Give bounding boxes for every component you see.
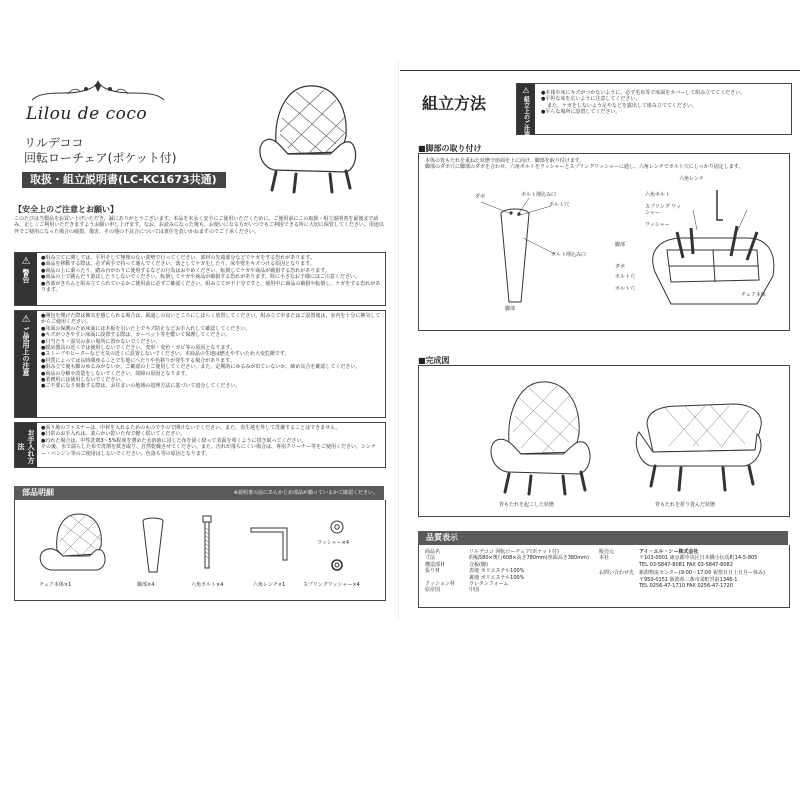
label-bolt-hole-2: ボルト穴 [615, 274, 636, 280]
part-label: ワッシャー×4 [317, 540, 350, 546]
chair-folded-diagram [629, 386, 769, 494]
caution-item: ●組み立て後も脚のゆるみがないか、ご確認の上ご使用してください。また、定期的にゆるみが出ていないか、締め具合を確認してください。 [41, 364, 361, 371]
caution-icon: ⚠ [21, 314, 31, 325]
page-fold-divider [398, 60, 399, 620]
chair-illustration [246, 74, 366, 194]
label-bolt-hole: ボルト穴 [549, 202, 570, 208]
spec-key: 商品名 [425, 549, 441, 555]
caution-item: ●キズがつきやすい床面に設置する際は、カーペット等を敷いて保護してください。 [41, 332, 231, 339]
hq-row [599, 555, 785, 561]
caution-item: ●日当たり・湿気の多い場所に置かないでください。 [41, 338, 161, 345]
label-spring-washer: スプリング ワッシャー [645, 204, 682, 217]
spec-row [425, 587, 593, 593]
quality-header [418, 531, 788, 545]
assembly-warning-icon: ⚠ [522, 86, 530, 95]
part-hex-wrench-icon [247, 524, 295, 564]
part-spring-washer-icon [327, 558, 347, 572]
hq-tel: TEL 03-5847-8081 FAX 03-5847-8082 [639, 561, 733, 568]
care-item: ●汚れた場合は、中性洗剤3〜5%程度を薄めた水溶液に浸した布を固く絞って表面を叩くように拭き取ってください。 [41, 437, 307, 444]
assembly-notes-list [541, 90, 787, 116]
care-item: ●張り地のファスナーは、中材を入れるためのものですので開けないでください。また、表生地を外して洗濯することはできません。 [41, 425, 341, 431]
step1-line: 本体の背もたれを重ねた状態で座面を上に向け、脚部を取り付けます。 [425, 158, 585, 164]
finished-panel [418, 365, 790, 517]
step1-title: ■脚部の取り付け [418, 144, 482, 153]
ornament-icon [28, 80, 168, 102]
part-label: スプリングワッシャー×4 [303, 582, 360, 588]
left-page [0, 60, 396, 620]
label-leg: 脚部 [505, 306, 516, 312]
quality-spec-list [425, 549, 593, 594]
care-tag [15, 423, 37, 467]
part-label: 脚部×4 [137, 582, 155, 588]
spec-key: 原産国 [425, 587, 441, 594]
part-label: 六角ボルト×4 [191, 582, 224, 588]
label-leg-2: 脚部 [615, 242, 626, 248]
assembly-notes-tag [517, 84, 535, 138]
warning-box [14, 252, 386, 306]
spec-key: 構造部材 [425, 561, 446, 568]
spec-key: クッション材 [425, 581, 455, 588]
parts-panel [14, 500, 386, 601]
caution-item: ●開包を開けた際は換気を感じられる場合は、風通しの良いところにしばらく放置してください。組み立て中またはご設置後は、室内を十分に換気してからご使用ください。 [41, 313, 381, 326]
care-item: ●日常のお手入れは、柔らかい乾いた布で軽く拭いてください。 [41, 431, 186, 438]
warning-item: ●組み立てに関しては、平坦そして無理のない姿勢で行ってください。部材の先端部分などでケガをする恐れがあります。 [41, 255, 315, 261]
seller-info [599, 549, 785, 589]
brand-logo: Lilou de coco [26, 104, 148, 124]
contact-key: お問い合わせ先 [599, 570, 635, 577]
assembly-note: ●平坦な床を広いように注意してください。 [541, 96, 641, 103]
caution-tag [15, 311, 37, 417]
warning-icon: ⚠ [21, 256, 31, 267]
caution-item: ●ストーブやヒーターなど火気の近くに設置しないでください。本商品の生地は燃えやすいため大変危険です。 [41, 351, 290, 358]
part-label: 六角レンチ×1 [253, 582, 286, 588]
warning-tag [15, 253, 37, 305]
chair-upright-diagram [479, 374, 599, 496]
label-wrench: 六角レンチ [679, 176, 704, 182]
parts-note: ※説明書の前にあらかじめ部品が揃っているかご確認ください。 [233, 490, 378, 496]
part-label: チェア本体×1 [39, 582, 72, 588]
warning-item: ●商品の上に乗ったり、踏み台がわりに使用するなどの行為はおやめください。転倒してケガや商品が破損する恐れがあります。 [41, 267, 330, 274]
spec-value: 裏地 ポリエステル100% [469, 574, 525, 581]
care-list [41, 425, 381, 457]
part-leg-icon [141, 516, 165, 576]
quality-panel [418, 545, 790, 608]
hq-value: 〒103-0001 東京都中央区日本橋小伝馬町14-5-805 [639, 555, 758, 562]
step1-panel [418, 153, 790, 331]
step1-text [425, 158, 781, 171]
caution-item: ●暖房器具の近くでは使用しないでください。変形・変色・カビ等の原因となります。 [41, 345, 235, 352]
caution-box [14, 310, 386, 418]
step1-line: 脚部のダボ穴に脚部のダボを合わせ、六角ボルトをワッシャーとスプリングワッシャーに通し、六角レンチでボルト穴にしっかり固定します。 [425, 164, 744, 171]
warning-list [41, 255, 381, 293]
part-washer-icon [327, 520, 347, 534]
caution-list [41, 313, 381, 390]
contact-tel: TEL 0256-47-1710 FAX 0256-47-1720 [639, 583, 733, 590]
contact-row [599, 570, 785, 576]
care-label: お手入れ方法 [17, 429, 35, 464]
warning-item: ●商品を移動する際は、必ず両手で持って運んでください。落としてケガをしたり、床や壁をキズつける原因となります。 [41, 261, 315, 268]
brand-name: リルデココ [24, 136, 84, 150]
caution-item: ●床面の保護のため床面には木板を引いた上でキズ防止などお手入れして確認してください。 [41, 325, 251, 332]
assembly-note: ●本体や床にキズがつかないように、必ず毛布等で床面をカバーして組み立ててください。 [541, 90, 746, 96]
manual-title: 取扱・組立説明書 [30, 173, 118, 186]
seller-key: 販売元 [599, 549, 615, 555]
caution-item: ●ご不要になり廃棄する際は、お住まいの地域の処理方法に基づいて処分してください。 [41, 383, 241, 390]
spec-key: 寸法 [425, 555, 436, 562]
part-hex-bolt-icon [201, 516, 213, 570]
contact-value: 新潟物流センター(9:00〜17:00 祝祭日日土日月ー休み) [639, 570, 765, 577]
assembly-title: 組立方法 [422, 94, 487, 113]
parts-header [14, 486, 384, 500]
parts-title: 部品明細 [22, 488, 54, 497]
label-bolt-embed: ボルト埋込み口 [521, 192, 557, 198]
label-hex-bolt: 六角ボルト [645, 192, 671, 198]
label-washer: ワッシャー [645, 222, 670, 228]
assembly-note: ●平らな場所に設置してください。 [541, 109, 621, 116]
label-dabo-2: ダボ [615, 264, 626, 270]
finished-title: ■完成図 [418, 356, 450, 365]
part-chair-body-icon [33, 510, 109, 574]
warning-item: ●商品の上で跳んだり遊ばしたりしないでください。転倒してケガや商品が破損する恐れがあります。特に小さなお子様にはご注意ください。 [41, 274, 360, 281]
label-chair-body: チェア本体 [741, 292, 766, 298]
hq-key: 本社 [599, 555, 610, 562]
assembly-notes-label: 組立上のご注意 [522, 96, 530, 138]
spec-key: 張り材 [425, 568, 441, 575]
spec-value: 合板(脚) [469, 561, 488, 568]
label-dabo: ダボ [475, 194, 486, 200]
assembly-notes-box [516, 83, 792, 138]
safety-heading: 【安全上のご注意とお願い】 [14, 205, 118, 214]
contact-address: 〒950-0151 新潟県三条市栄町宮前1346-1 [639, 576, 738, 583]
warning-label: 警告 [22, 269, 30, 283]
product-name: 回転ローチェア(ポケット付) [24, 151, 177, 165]
warning-item: ●各部がきちんと組み立てられているかご使用前に必ずご確認ください。組み立てが不十分ですと、使用中に商品の破損や転倒し、ケガをする恐れがあります。 [41, 280, 381, 294]
spec-value: ウレタンフォーム [469, 581, 509, 588]
label-bolt-embed-2: ボルト埋込み口 [551, 252, 587, 258]
care-item: その後、水で濡らした布で洗剤を拭き取り、自然乾燥させてください。また、汚れが落ちにくい場合は、専用クリーナー等をご使用ください。シンナー・ベンジン等のご使用はしないでください。色落ち等の原因となります。 [41, 444, 376, 457]
quality-title: 品質表示 [426, 533, 458, 542]
right-page [400, 70, 800, 611]
caution-label: ご使用上の注意 [22, 327, 30, 376]
spec-value: 中国 [469, 587, 480, 594]
care-box [14, 422, 386, 468]
seller-value: アイ・エル・シー株式会社 [639, 549, 699, 555]
manual-model: (LC-KC1673共通) [118, 173, 217, 186]
caution-item: ●商品の分解や改造をしないでください。故障の原因となります。 [41, 370, 190, 377]
caution-item: ●材質によっては長時間座ることで生地にへたりや色移りが発生する場合があります。 [41, 357, 235, 364]
caution-item: ●業務用には使用しないでください。 [41, 377, 126, 384]
caption-folded: 背もたれを折り畳んだ状態 [655, 502, 716, 508]
assembly-note: また、ケガをしないよう足やなどを露出して組み立ててください。 [547, 102, 697, 109]
label-bolt-hole-3: ボルト穴 [615, 286, 636, 292]
manual-title-bar [22, 172, 226, 188]
spec-value: 表地 ポリエステル100% [469, 568, 525, 575]
spec-value: リルデココ 回転ローチェア(ポケット付) [469, 549, 559, 555]
caption-upright: 背もたれを起こした状態 [499, 502, 555, 508]
safety-intro: このたびは当製品をお買い上げいただき、誠にありがとうございます。本品を末永く安全にご使用いただくために、ご使用前にこの取扱・組立説明書を最後まで読み、正しくご利用いただきますようお願い申し上げます。なお、お読みになった後も、お使いになる方がいつでもご利用できる所に大切に保管してください。用途以外でご使用になった場合の破損、傷害、その他の不具合については責任を負いかねますのでご了承ください。 [14, 216, 384, 235]
upside-down-chair-diagram [627, 180, 779, 324]
spec-value: 約幅580×奥行608×高さ780mm(座面高さ380mm) [469, 555, 589, 562]
